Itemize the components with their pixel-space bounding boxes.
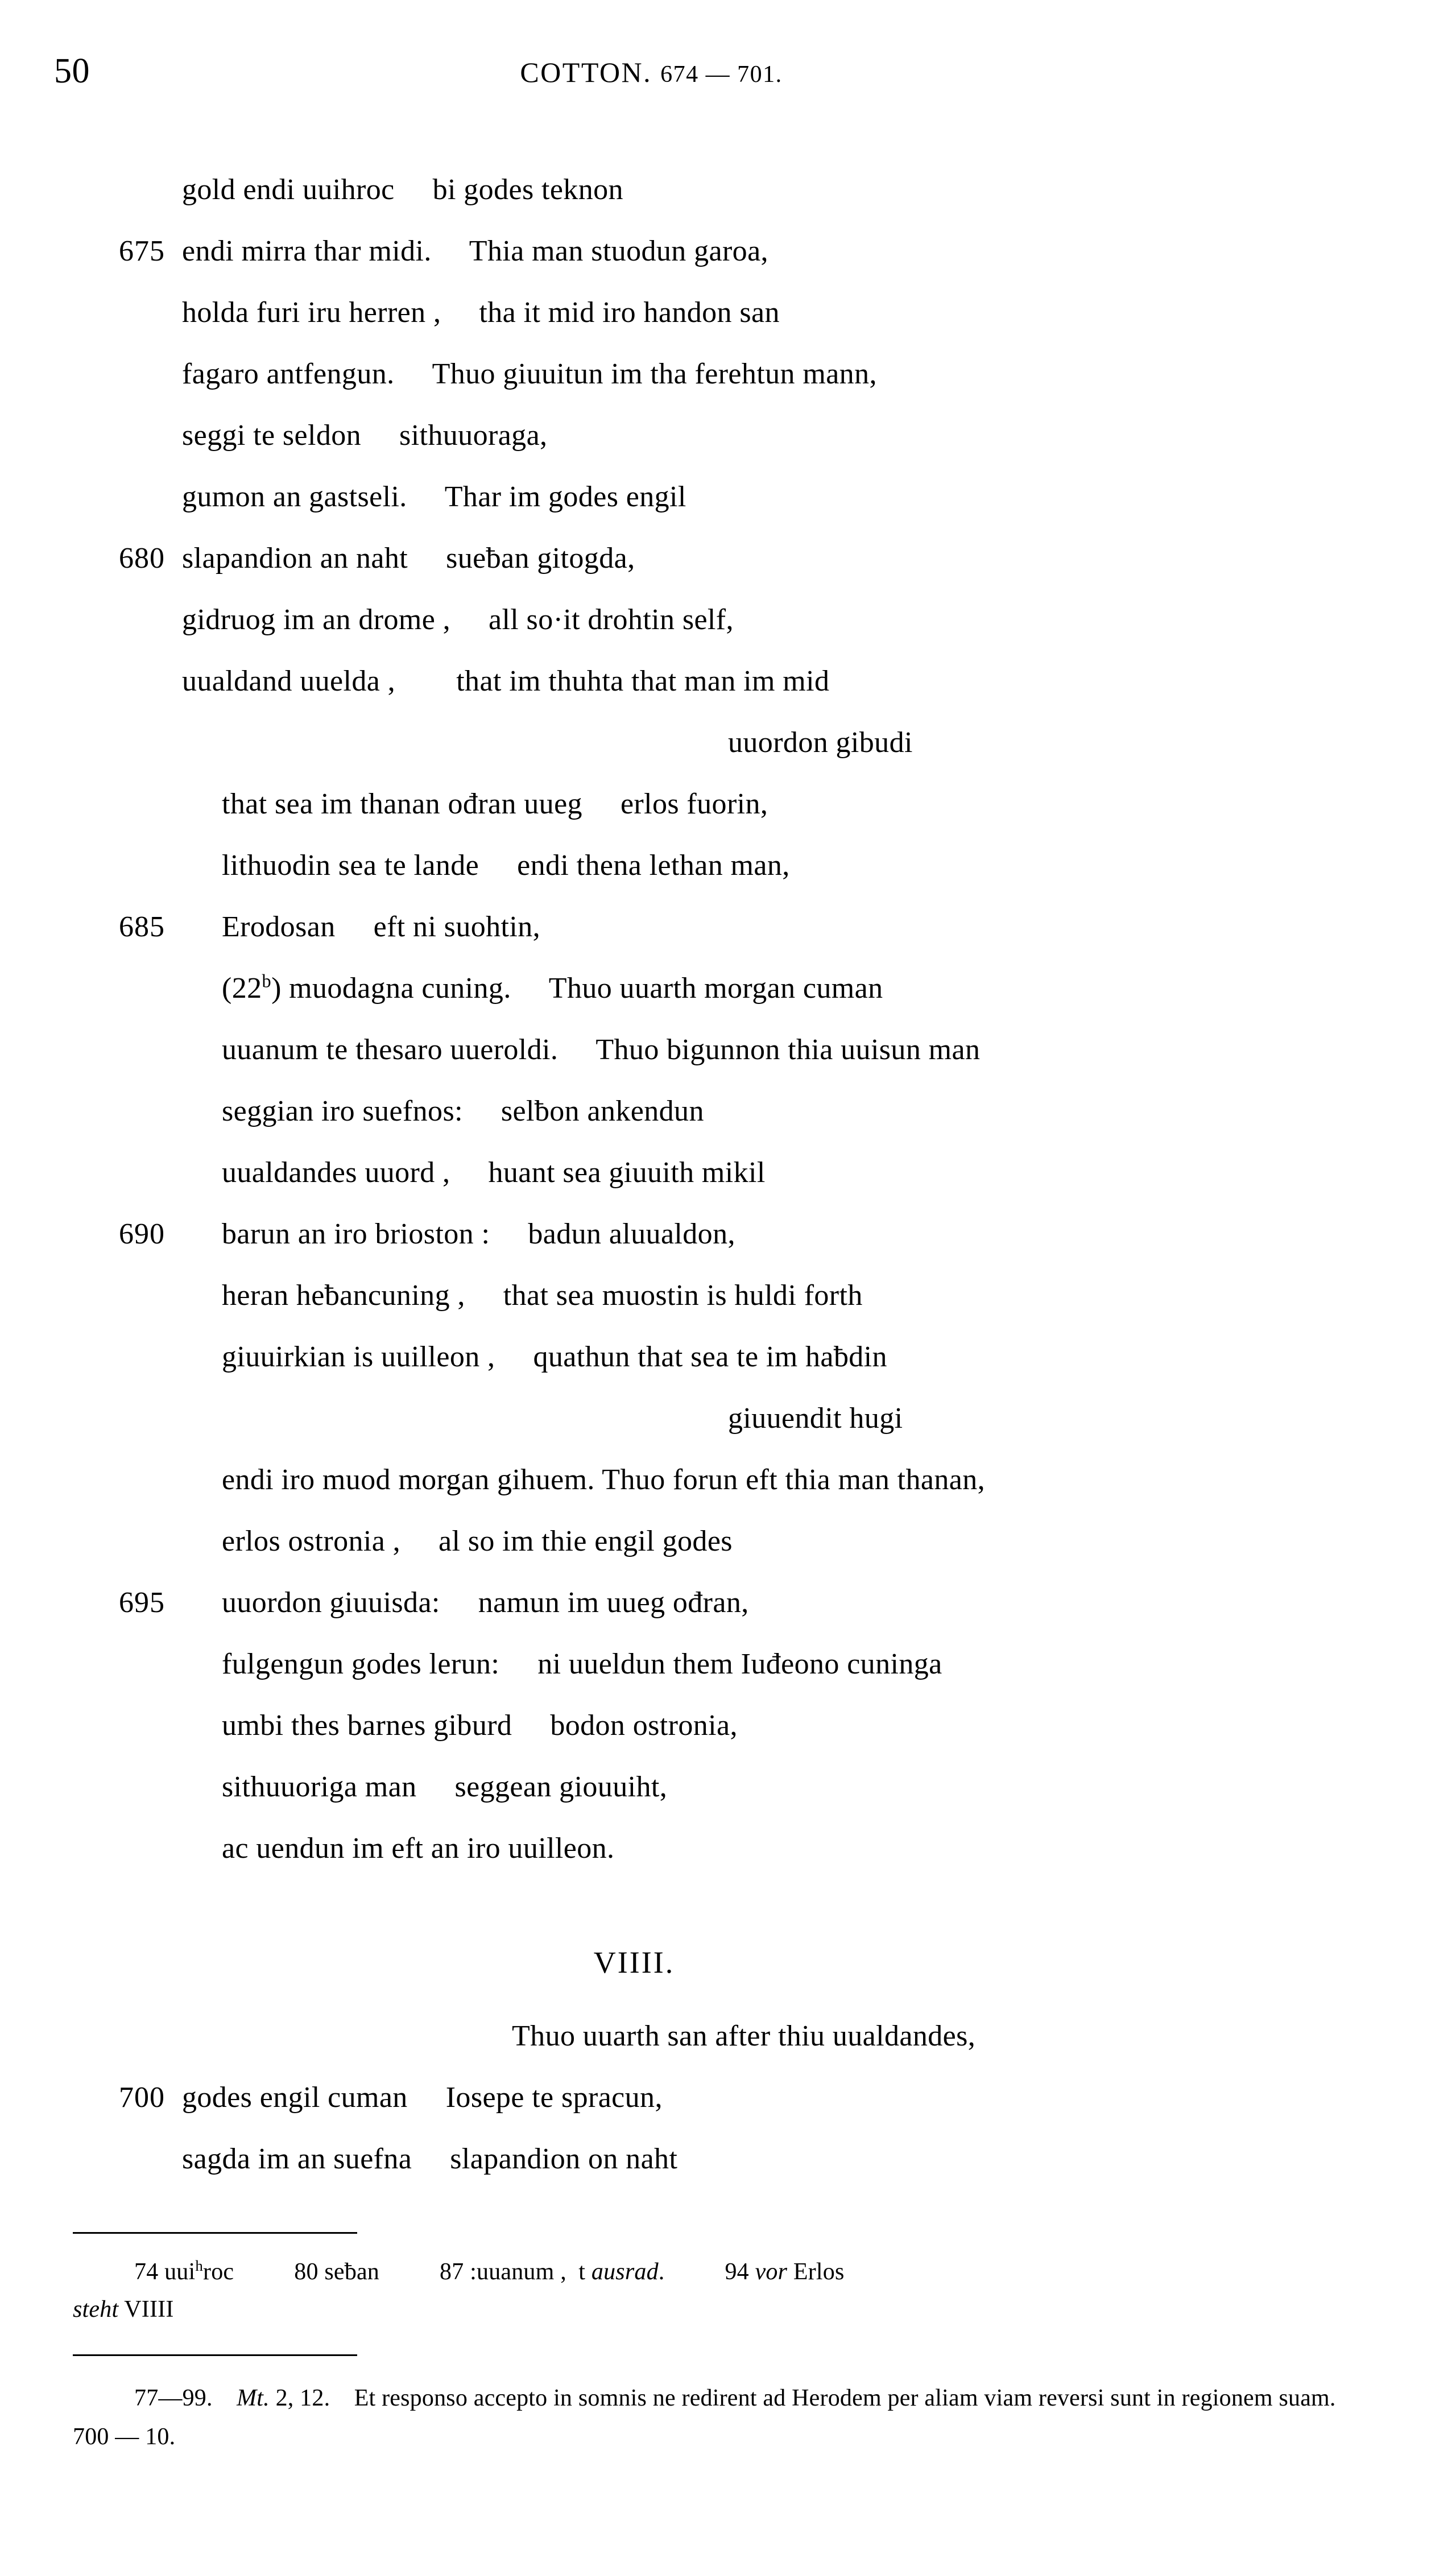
- running-head-line-range: 674 — 701.: [660, 61, 783, 88]
- verse-line-text: holda furi iru herren , tha it mid iro handon san: [182, 296, 780, 329]
- verse-line-text: lithuodin sea te lande endi thena lethan man,: [222, 849, 790, 882]
- verse-line-text: Erodosan eft ni suohtin,: [222, 911, 541, 943]
- apparatus-entry-reading: :uuanum , t: [470, 2259, 592, 2285]
- verse-line: [0, 344, 1456, 405]
- apparatus-entry-reading-tail: Erlos: [793, 2259, 845, 2285]
- verse-line-text: godes engil cuman Iosepe te spracun,: [182, 2081, 663, 2114]
- verse-line-number: 690: [119, 1218, 165, 1250]
- verse-line-text: umbi thes barnes giburd bodon ostronia,: [222, 1709, 738, 1742]
- verse-line: [0, 958, 1456, 1019]
- verse-line-number: 680: [119, 542, 165, 575]
- verse-line: [0, 1265, 1456, 1326]
- verse-line: [0, 2067, 1456, 2129]
- verse-line: [0, 466, 1456, 528]
- apparatus-continuation-italic: steht: [73, 2296, 119, 2322]
- verse-line-text: heran heƀancuning , that sea muostin is huldi forth: [222, 1279, 863, 1312]
- verse-line: [0, 528, 1456, 589]
- document-page: [0, 51, 1456, 2554]
- apparatus-divider-bottom: [73, 2354, 357, 2356]
- apparatus-entry-line-number: 74: [134, 2259, 159, 2285]
- verse-line: [0, 712, 1456, 774]
- apparatus-entry: [294, 2259, 379, 2285]
- verse-line: [0, 221, 1456, 282]
- apparatus-entry: [725, 2259, 844, 2285]
- section-heading: VIIII.: [593, 1945, 675, 1979]
- verse-line: [0, 1081, 1456, 1142]
- verse-line-text: (22$^b$) muodagna cuning. Thuo uuarth morgan cuman: [222, 970, 883, 1005]
- running-head: [0, 51, 1456, 137]
- verse-line: [0, 774, 1456, 835]
- verse-line: [0, 282, 1456, 344]
- verse-line-text: gidruog im an drome , all so·it drohtin self,: [182, 604, 734, 636]
- verse-line-text: endi mirra thar midi. Thia man stuodun garoa,: [182, 235, 768, 267]
- verse-line-text: barun an iro brioston : badun aluualdon,: [222, 1218, 735, 1250]
- apparatus-entry-italic: vor: [755, 2259, 788, 2285]
- apparatus-line: [73, 2291, 1388, 2328]
- apparatus-entry: [134, 2259, 234, 2285]
- verse-block-after-heading: [0, 2006, 1456, 2190]
- verse-line-number: 685: [119, 911, 165, 943]
- verse-line-text: sagda im an suefna slapandion on naht: [182, 2143, 678, 2175]
- apparatus-entry-reading: uui: [164, 2259, 196, 2285]
- verse-line-text: slapandion an naht sueƀan gitogda,: [182, 542, 635, 575]
- page-number: 50: [54, 52, 90, 90]
- latin-note-reference: 2, 12.: [275, 2385, 330, 2411]
- apparatus-entry-reading-tail: .: [658, 2259, 665, 2285]
- verse-line-text: uualdand uuelda , that im thuhta that man im mid: [182, 665, 830, 697]
- verse-line: [0, 1757, 1456, 1818]
- textual-apparatus: [73, 2253, 1388, 2328]
- verse-block: [0, 159, 1456, 1879]
- apparatus-entry-reading: seƀan: [324, 2259, 380, 2285]
- verse-line: [0, 1204, 1456, 1265]
- verse-line: [0, 1388, 1456, 1449]
- verse-line-text: seggian iro suefnos: selƀon ankendun: [222, 1095, 704, 1127]
- apparatus-entry: [440, 2259, 664, 2285]
- verse-line: [0, 159, 1456, 221]
- running-head-manuscript-name: COTTON.: [520, 56, 652, 88]
- apparatus-entry-line-number: 87: [440, 2259, 464, 2285]
- verse-line-text: uualdandes uuord , huant sea giuuith mikil: [222, 1156, 766, 1189]
- apparatus-divider-top: [73, 2232, 357, 2234]
- verse-line-text: endi iro muod morgan gihuem. Thuo forun eft thia man thanan,: [222, 1464, 986, 1496]
- verse-line: [0, 1326, 1456, 1388]
- verse-line-text: erlos ostronia , al so im thie engil godes: [222, 1525, 733, 1557]
- verse-line: [0, 589, 1456, 651]
- latin-note-source-abbrev: Mt.: [237, 2385, 270, 2411]
- verse-line-text: fagaro antfengun. Thuo giuuitun im tha ferehtun mann,: [182, 358, 877, 390]
- verse-line-text: gumon an gastseli. Thar im godes engil: [182, 481, 686, 513]
- verse-line-text: seggi te seldon sithuuoraga,: [182, 419, 548, 452]
- verse-line: [0, 405, 1456, 466]
- verse-line-text: uuordon gibudi: [728, 726, 913, 759]
- verse-line: [0, 2129, 1456, 2190]
- verse-line: [0, 1142, 1456, 1204]
- apparatus-continuation-text: VIIII: [124, 2296, 174, 2322]
- verse-line: [0, 1695, 1456, 1757]
- verse-line: [0, 1019, 1456, 1081]
- verse-line: [0, 1511, 1456, 1572]
- apparatus-entry-reading-tail: roc: [203, 2259, 234, 2285]
- apparatus-entry-line-number: 80: [294, 2259, 318, 2285]
- verse-line-text: uuanum te thesaro uueroldi. Thuo bigunnon thia uuisun man: [222, 1034, 981, 1066]
- latin-note-next-range: 700 — 10.: [73, 2424, 176, 2450]
- verse-line: [0, 835, 1456, 896]
- verse-line-number: 695: [119, 1586, 165, 1619]
- verse-line: [0, 651, 1456, 712]
- verse-line-text: giuuirkian is uuilleon , quathun that sea te im haƀdin: [222, 1341, 887, 1373]
- folio-superscript: b: [262, 970, 272, 991]
- verse-line: [0, 1572, 1456, 1634]
- verse-line-text: Thuo uuarth san after thiu uualdandes,: [512, 2020, 976, 2052]
- apparatus-entry-superscript: h: [195, 2257, 204, 2274]
- apparatus-entry-line-number: 94: [725, 2259, 749, 2285]
- latin-note-line-range: 77—99.: [134, 2385, 213, 2411]
- verse-line-number: 700: [119, 2081, 165, 2114]
- verse-line-text: gold endi uuihroc bi godes teknon: [182, 173, 623, 206]
- verse-line-text: that sea im thanan ođran uueg erlos fuorin,: [222, 788, 768, 820]
- verse-line: [0, 2006, 1456, 2067]
- verse-line: [0, 1634, 1456, 1695]
- verse-line-text: giuuendit hugi: [728, 1402, 903, 1435]
- latin-note-quotation: Et responso accepto in somnis ne redirent ad Herodem per aliam viam reversi sunt in regionem suam.: [354, 2385, 1336, 2411]
- apparatus-line: [73, 2253, 1388, 2291]
- verse-line: [0, 1449, 1456, 1511]
- verse-line-number: 675: [119, 235, 165, 267]
- latin-source-note: [73, 2379, 1389, 2456]
- verse-line: [0, 1818, 1456, 1879]
- verse-line: [0, 896, 1456, 958]
- verse-line-text: sithuuoriga man seggean giouuiht,: [222, 1771, 668, 1803]
- verse-line-text: fulgengun godes lerun: ni uueldun them Iuđeono cuninga: [222, 1648, 942, 1680]
- running-head-title: [0, 56, 1456, 89]
- verse-line-text: uuordon giuuisda: namun im uueg ođran,: [222, 1586, 749, 1619]
- apparatus-entry-italic: ausrad: [591, 2259, 659, 2285]
- verse-line-text: ac uendun im eft an iro uuilleon.: [222, 1832, 615, 1865]
